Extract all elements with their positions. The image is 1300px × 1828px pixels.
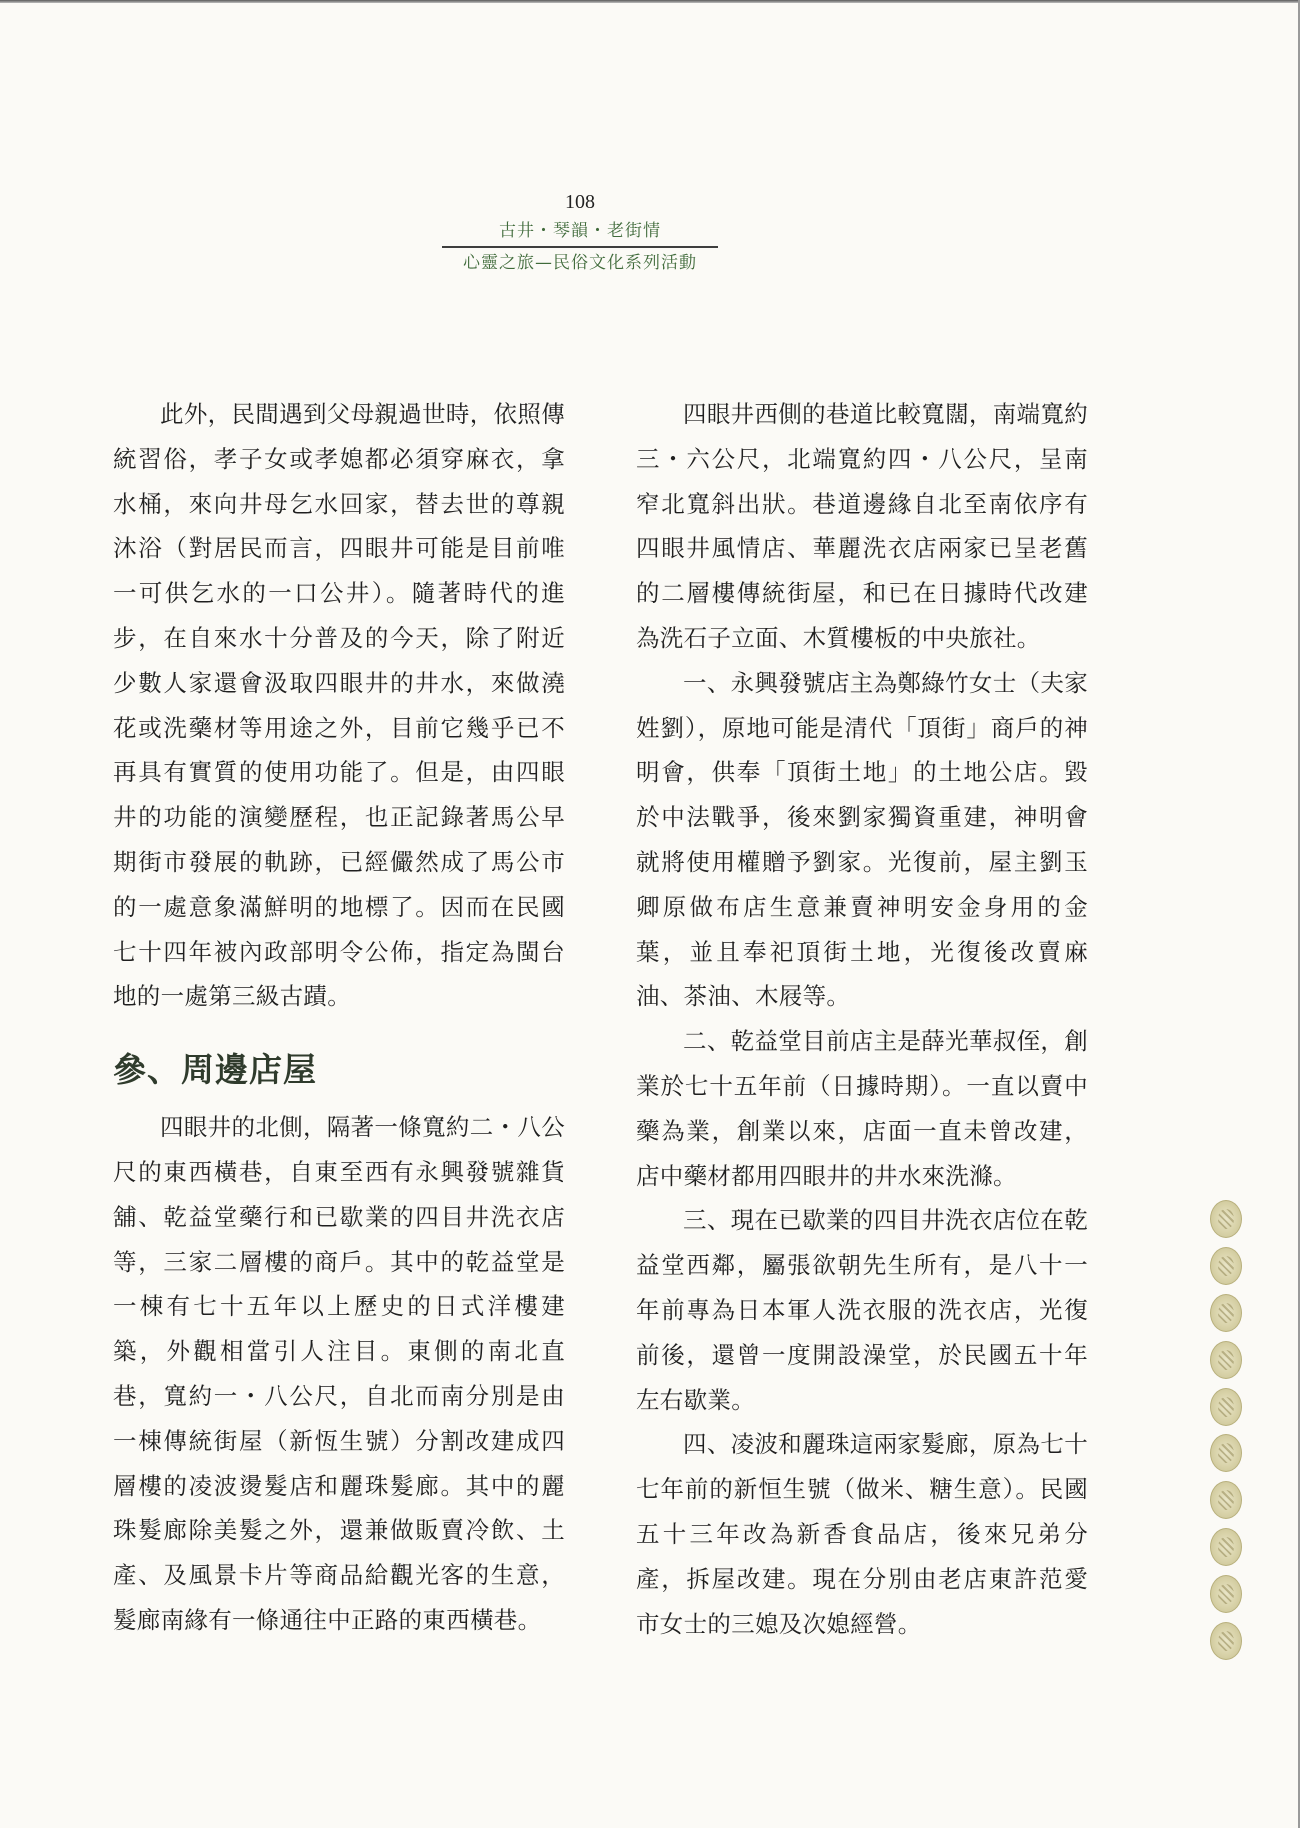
ornament-medallion-icon	[1210, 1434, 1242, 1472]
paragraph-north-side: 四眼井的北側，隔著一條寬約二・八公尺的東西橫巷，自東至西有永興發號雜貨舖、乾益堂藥行和已歇業的四目井洗衣店等，三家二層樓的商戶。其中的乾益堂是一棟有七十五年以上歷史的日式洋樓建築，外觀相當引人注目。東側的南北直巷，寬約一・八公尺，自北而南分別是由一棟傳統街屋（新恆生號）分割改建成四層樓的凌波燙髮店和麗珠髮廊。其中的麗珠髮廊除美髮之外，還兼做販賣冷飲、土產、及風景卡片等商品給觀光客的生意，髮廊南緣有一條通往中正路的東西橫巷。	[113, 1113, 565, 1634]
paragraph-yongxingfa: 一、永興發號店主為鄭綠竹女士（夫家姓劉），原地可能是清代「頂街」商戶的神明會，供奉「頂街土地」的土地公店。毀於中法戰爭，後來劉家獨資重建，神明會就將使用權贈予劉家。光復前，屋主劉玉卿原做布店生意兼賣神明安金身用的金葉，並且奉祀頂街土地，光復後改賣麻油、茶油、木屐等。	[636, 668, 1088, 1011]
paragraph-hair-salons: 四、凌波和麗珠這兩家髮廊，原為七十七年前的新恒生號（做米、糖生意）。民國五十三年改為新香食品店，後來兄弟分產，拆屋改建。現在分別由老店東許范愛市女士的三媳及次媳經營。	[636, 1430, 1088, 1638]
page-number: 108	[565, 191, 595, 213]
ornament-medallion-icon	[1210, 1622, 1242, 1660]
ornament-medallion-icon	[1210, 1528, 1242, 1566]
right-column	[636, 392, 1088, 1646]
left-column	[113, 392, 565, 1643]
decorative-ornament-strip	[1207, 1200, 1245, 1660]
paragraph-qianyitang: 二、乾益堂目前店主是薛光華叔侄，創業於七十五年前（日據時期）。一直以賣中藥為業，創業以來，店面一直未曾改建，店中藥材都用四眼井的井水來洗滌。	[636, 1027, 1088, 1190]
header-divider	[442, 246, 718, 248]
section-heading: 參、周邊店屋	[113, 1050, 317, 1090]
ornament-medallion-icon	[1210, 1481, 1242, 1519]
ornament-medallion-icon	[1210, 1388, 1242, 1426]
page-header	[430, 190, 730, 274]
page-top-edge	[0, 0, 1300, 3]
ornament-medallion-icon	[1210, 1575, 1242, 1613]
paragraph-mourning-custom: 此外，民間遇到父母親過世時，依照傳統習俗，孝子女或孝媳都必須穿麻衣，拿水桶，來向井母乞水回家，替去世的尊親沐浴（對居民而言，四眼井可能是目前唯一可供乞水的一口公井）。隨著時代的進步，在自來水十分普及的今天，除了附近少數人家還會汲取四眼井的井水，來做澆花或洗藥材等用途之外，目前它幾乎已不再具有實質的使用功能了。但是，由四眼井的功能的演變歷程，也正記錄著馬公早期街市發展的軌跡，已經儼然成了馬公市的一處意象滿鮮明的地標了。因而在民國七十四年被內政部明令公佈，指定為閩台地的一處第三級古蹟。	[113, 400, 565, 1011]
series-title: 古井・琴韻・老街情	[499, 221, 661, 241]
paragraph-west-side: 四眼井西側的巷道比較寬闊，南端寬約三・六公尺，北端寬約四・八公尺，呈南窄北寬斜出狀。巷道邊緣自北至南依序有四眼井風情店、華麗洗衣店兩家已呈老舊的二層樓傳統街屋，和已在日據時代改建為洗石子立面、木質樓板的中央旅社。	[636, 400, 1088, 652]
ornament-medallion-icon	[1210, 1247, 1242, 1285]
ornament-medallion-icon	[1210, 1200, 1242, 1238]
ornament-medallion-icon	[1210, 1294, 1242, 1332]
paragraph-laundry: 三、現在已歇業的四目井洗衣店位在乾益堂西鄰，屬張欲朝先生所有，是八十一年前專為日本軍人洗衣服的洗衣店，光復前後，還曾一度開設澡堂，於民國五十年左右歇業。	[636, 1206, 1088, 1414]
ornament-medallion-icon	[1210, 1341, 1242, 1379]
series-subtitle: 心靈之旅—民俗文化系列活動	[463, 253, 697, 273]
